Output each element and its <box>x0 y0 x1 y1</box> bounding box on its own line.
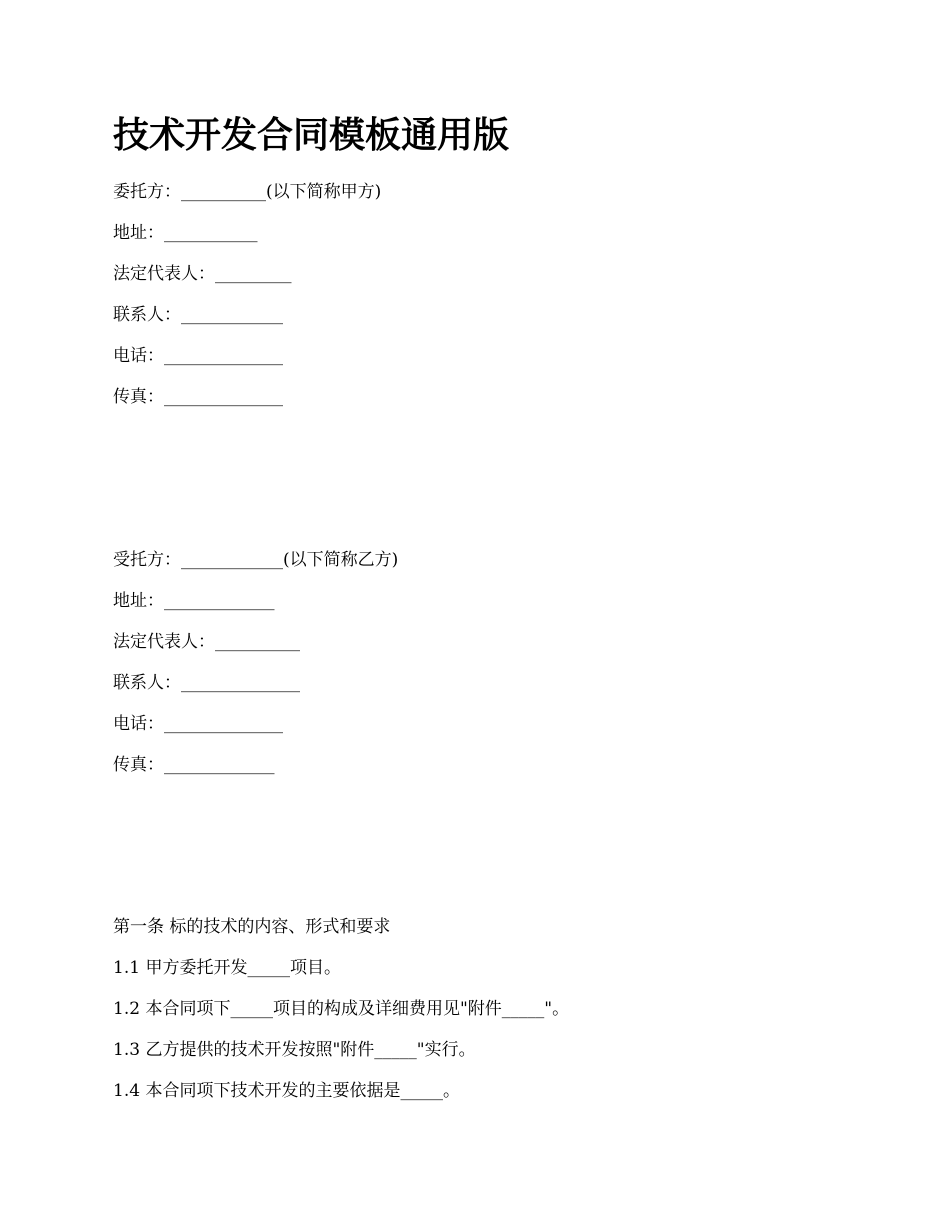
party-b-contact-line: 联系人：______________ <box>113 673 300 693</box>
party-a-fax-line: 传真：______________ <box>113 387 283 407</box>
party-b-address-line: 地址：_____________ <box>113 591 275 611</box>
clause-1-3: 1.3 乙方提供的技术开发按照"附件_____"实行。 <box>113 1040 476 1060</box>
article-1-heading: 第一条 标的技术的内容、形式和要求 <box>113 917 391 937</box>
party-b-phone-line: 电话：______________ <box>113 714 283 734</box>
document-title: 技术开发合同模板通用版 <box>113 115 510 156</box>
clause-1-4: 1.4 本合同项下技术开发的主要依据是_____。 <box>113 1081 460 1101</box>
clause-1-1: 1.1 甲方委托开发_____项目。 <box>113 958 341 978</box>
party-a-client-line: 委托方：__________(以下简称甲方) <box>113 182 382 202</box>
party-a-contact-line: 联系人：____________ <box>113 305 283 325</box>
party-b-contractor-line: 受托方：____________(以下简称乙方) <box>113 550 399 570</box>
party-a-phone-line: 电话：______________ <box>113 346 283 366</box>
party-b-legal-rep-line: 法定代表人：__________ <box>113 632 300 652</box>
party-b-fax-line: 传真：_____________ <box>113 755 275 775</box>
party-a-legal-rep-line: 法定代表人：_________ <box>113 264 292 284</box>
clause-1-2: 1.2 本合同项下_____项目的构成及详细费用见"附件_____"。 <box>113 999 570 1019</box>
party-a-address-line: 地址：___________ <box>113 223 258 243</box>
